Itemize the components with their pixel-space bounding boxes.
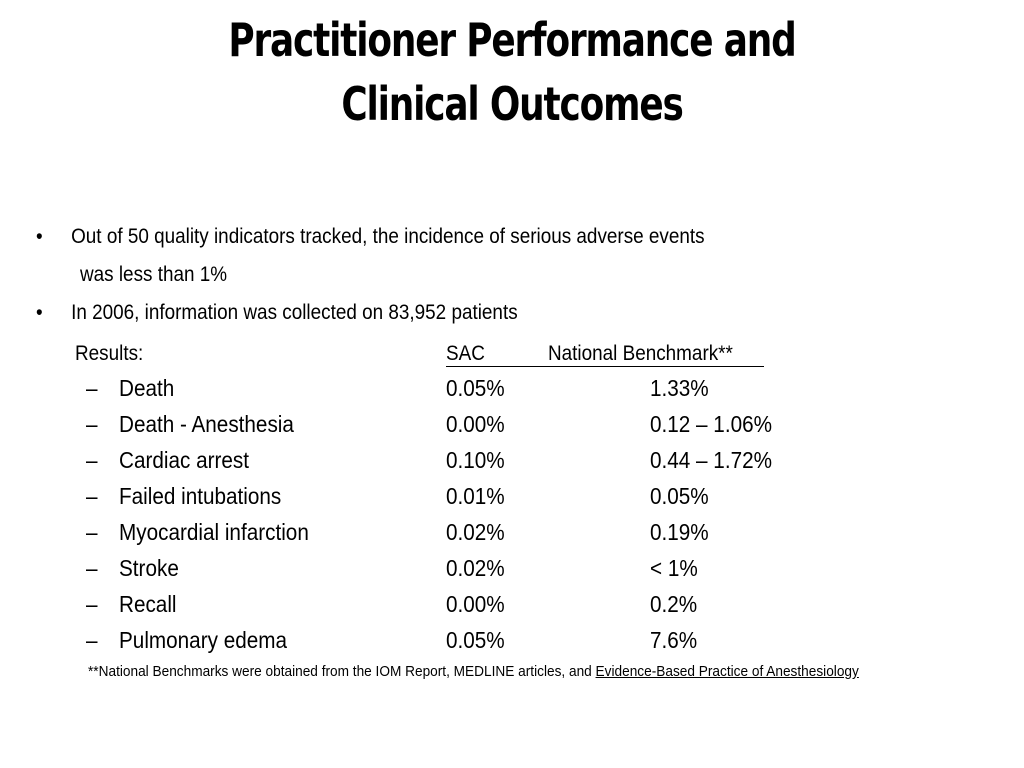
slide-title-line-2: Clinical Outcomes (341, 77, 683, 131)
table-row (0, 589, 1024, 619)
row-item: Pulmonary edema (119, 627, 287, 653)
table-row (0, 409, 1024, 439)
footnote-text: **National Benchmarks were obtained from the IOM Report, MEDLINE articles, and (88, 663, 596, 680)
bullet-patients-collected (36, 300, 518, 326)
row-item: Failed intubations (119, 483, 282, 509)
table-row (0, 373, 1024, 403)
row-benchmark-value: 0.12 – 1.06% (650, 411, 773, 437)
slide-title-line-1: Practitioner Performance and (228, 13, 796, 67)
results-header-row (0, 339, 1024, 369)
row-benchmark-value: 0.05% (650, 483, 709, 509)
table-row (0, 625, 1024, 655)
row-item: Myocardial infarction (119, 519, 309, 545)
row-dash: – (86, 591, 98, 617)
row-sac-value: 0.02% (446, 519, 505, 545)
bullet-text: In 2006, information was collected on 83,952 patients (71, 301, 518, 324)
row-sac-value: 0.05% (446, 375, 505, 401)
row-item: Cardiac arrest (119, 447, 249, 473)
row-benchmark-value: 0.44 – 1.72% (650, 447, 773, 473)
row-sac-value: 0.01% (446, 483, 505, 509)
row-dash: – (86, 447, 98, 473)
row-benchmark-value: < 1% (650, 555, 698, 581)
row-sac-value: 0.10% (446, 447, 505, 473)
row-item: Death - Anesthesia (119, 411, 294, 437)
bullet-continuation: was less than 1% (80, 263, 228, 286)
table-row (0, 517, 1024, 547)
header-underline (446, 366, 764, 367)
bullet-marker: • (36, 225, 43, 248)
footnote-reference-link: Evidence-Based Practice of Anesthesiology (595, 663, 859, 680)
bullet-quality-indicators (36, 224, 705, 250)
bullet-marker: • (36, 301, 43, 324)
column-header-sac: SAC (446, 342, 485, 365)
row-sac-value: 0.00% (446, 591, 505, 617)
row-benchmark-value: 1.33% (650, 375, 709, 401)
row-item: Recall (119, 591, 177, 617)
row-dash: – (86, 627, 98, 653)
row-benchmark-value: 7.6% (650, 627, 698, 653)
row-sac-value: 0.05% (446, 627, 505, 653)
slide-title (113, 8, 912, 136)
results-label: Results: (75, 342, 144, 365)
row-item: Stroke (119, 555, 179, 581)
bullet-text: Out of 50 quality indicators tracked, the incidence of serious adverse events (71, 225, 705, 248)
table-row (0, 445, 1024, 475)
row-benchmark-value: 0.2% (650, 591, 698, 617)
row-dash: – (86, 411, 98, 437)
row-dash: – (86, 483, 98, 509)
row-dash: – (86, 519, 98, 545)
row-sac-value: 0.02% (446, 555, 505, 581)
row-benchmark-value: 0.19% (650, 519, 709, 545)
row-sac-value: 0.00% (446, 411, 505, 437)
row-item: Death (119, 375, 175, 401)
table-row (0, 481, 1024, 511)
row-dash: – (86, 555, 98, 581)
table-row (0, 553, 1024, 583)
footnote (88, 662, 859, 682)
row-dash: – (86, 375, 98, 401)
column-header-national-benchmark: National Benchmark** (548, 342, 733, 365)
